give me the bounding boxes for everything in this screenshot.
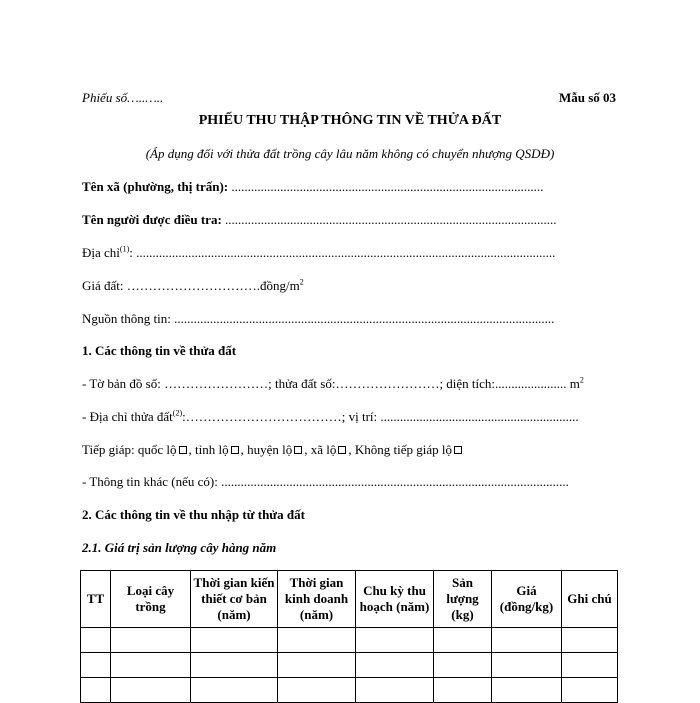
table-cell[interactable]	[356, 653, 434, 678]
checkbox-icon[interactable]	[294, 446, 302, 454]
adjacency-option-label: huyện lộ	[247, 442, 293, 457]
address-field	[82, 245, 555, 261]
table-cell[interactable]	[81, 653, 111, 678]
adjacency-option	[311, 442, 349, 457]
land-price-unit-sup: 2	[299, 277, 304, 287]
area-unit-sup: 2	[579, 375, 584, 385]
parcel-address-line	[82, 409, 579, 425]
table-cell[interactable]	[81, 678, 111, 703]
document-subtitle: (Áp dụng đối với thửa đất trồng cây lâu năm không có chuyển nhượng QSDĐ)	[145, 146, 555, 161]
commune-dots: ................................................................................................	[228, 179, 544, 194]
table-cell[interactable]	[111, 678, 191, 703]
section-2-heading: 2. Các thông tin về thu nhập từ thửa đất	[82, 507, 305, 522]
address-dots: : .................................................................................................................................	[129, 245, 556, 260]
map-sheet-line	[82, 376, 584, 392]
land-price-field	[82, 278, 304, 294]
table-cell[interactable]	[434, 628, 492, 653]
table-row	[81, 653, 618, 678]
adjacency-option-label: xã lộ	[310, 442, 337, 457]
table-cell[interactable]	[278, 678, 356, 703]
adjacency-option	[195, 442, 241, 457]
address-footnote-ref: (1)	[119, 244, 130, 254]
table-cell[interactable]	[492, 653, 562, 678]
table-cell[interactable]	[356, 678, 434, 703]
table-cell[interactable]	[492, 628, 562, 653]
checkbox-icon[interactable]	[338, 446, 346, 454]
parcel-address-dots: :………………………………; vị trí: .............................................................	[182, 409, 579, 424]
document-title: PHIẾU THU THẬP THÔNG TIN VỀ THỬA ĐẤT	[198, 113, 502, 128]
adjacency-line: Tiếp giáp: quốc lộ , tỉnh lộ , huyện lộ , xã lộ , Không tiếp giáp lộ	[82, 442, 464, 458]
column-header: Loại cây trồng	[111, 571, 191, 628]
land-price-label: Giá đất: ………………………….đồng/m	[82, 278, 300, 293]
table-cell[interactable]	[191, 678, 278, 703]
table-cell[interactable]	[81, 628, 111, 653]
table-cell[interactable]	[191, 653, 278, 678]
adjacency-label: Tiếp giáp:	[82, 442, 138, 457]
table-cell[interactable]	[562, 678, 618, 703]
column-header: Chu kỳ thu hoạch (năm)	[356, 571, 434, 628]
checkbox-icon[interactable]	[454, 446, 462, 454]
info-source-field: Nguồn thông tin: .....................................................................................................................	[82, 311, 555, 326]
adjacency-option	[138, 442, 189, 457]
surveyed-person-dots: ......................................................................................................	[221, 212, 557, 227]
table-cell[interactable]	[434, 678, 492, 703]
surveyed-person-label: Tên người được điều tra:	[82, 212, 222, 227]
form-number-label: Phiếu số…..…..	[82, 90, 164, 105]
table-cell[interactable]	[434, 653, 492, 678]
surveyed-person-field	[82, 212, 557, 228]
address-label: Địa chỉ	[82, 245, 120, 260]
template-number-label: Mẫu số 03	[558, 90, 616, 105]
table-cell[interactable]	[562, 653, 618, 678]
table-cell[interactable]	[356, 628, 434, 653]
table-cell[interactable]	[278, 653, 356, 678]
column-header: Giá (đồng/kg)	[492, 571, 562, 628]
table-cell[interactable]	[191, 628, 278, 653]
table-cell[interactable]	[278, 628, 356, 653]
crop-yield-table	[80, 570, 618, 703]
adjacency-option	[247, 442, 304, 457]
column-header: TT	[81, 571, 111, 628]
table-cell[interactable]	[492, 678, 562, 703]
checkbox-icon[interactable]	[231, 446, 239, 454]
column-header: Sản lượng (kg)	[434, 571, 492, 628]
table-cell[interactable]	[111, 628, 191, 653]
table-cell[interactable]	[111, 653, 191, 678]
checkbox-icon[interactable]	[179, 446, 187, 454]
section-1-heading: 1. Các thông tin về thửa đất	[82, 343, 237, 358]
adjacency-option-label: Không tiếp giáp lộ	[354, 442, 453, 457]
column-header: Ghi chú	[562, 571, 618, 628]
table-row	[81, 678, 618, 703]
map-sheet-text: - Tờ bản đồ số: ……………………; thửa đất số:……………………; diện tích:...................... m	[82, 376, 580, 391]
section-2-1-heading: 2.1. Giá trị sản lượng cây hàng năm	[82, 540, 277, 555]
adjacency-option	[355, 442, 464, 457]
adjacency-option-label: tỉnh lộ	[195, 442, 229, 457]
other-info-line: - Thông tin khác (nếu có): ...........................................................................................................	[82, 474, 569, 489]
commune-label: Tên xã (phường, thị trấn):	[82, 179, 229, 194]
table-row	[81, 628, 618, 653]
commune-field	[82, 179, 543, 195]
column-header: Thời gian kiến thiết cơ bản (năm)	[191, 571, 278, 628]
column-header: Thời gian kinh doanh (năm)	[278, 571, 356, 628]
adjacency-option-label: quốc lộ	[137, 442, 177, 457]
parcel-address-footnote-ref: (2)	[172, 408, 183, 418]
parcel-address-label: - Địa chỉ thửa đất	[82, 409, 173, 424]
table-header-row	[81, 571, 618, 628]
table-cell[interactable]	[562, 628, 618, 653]
